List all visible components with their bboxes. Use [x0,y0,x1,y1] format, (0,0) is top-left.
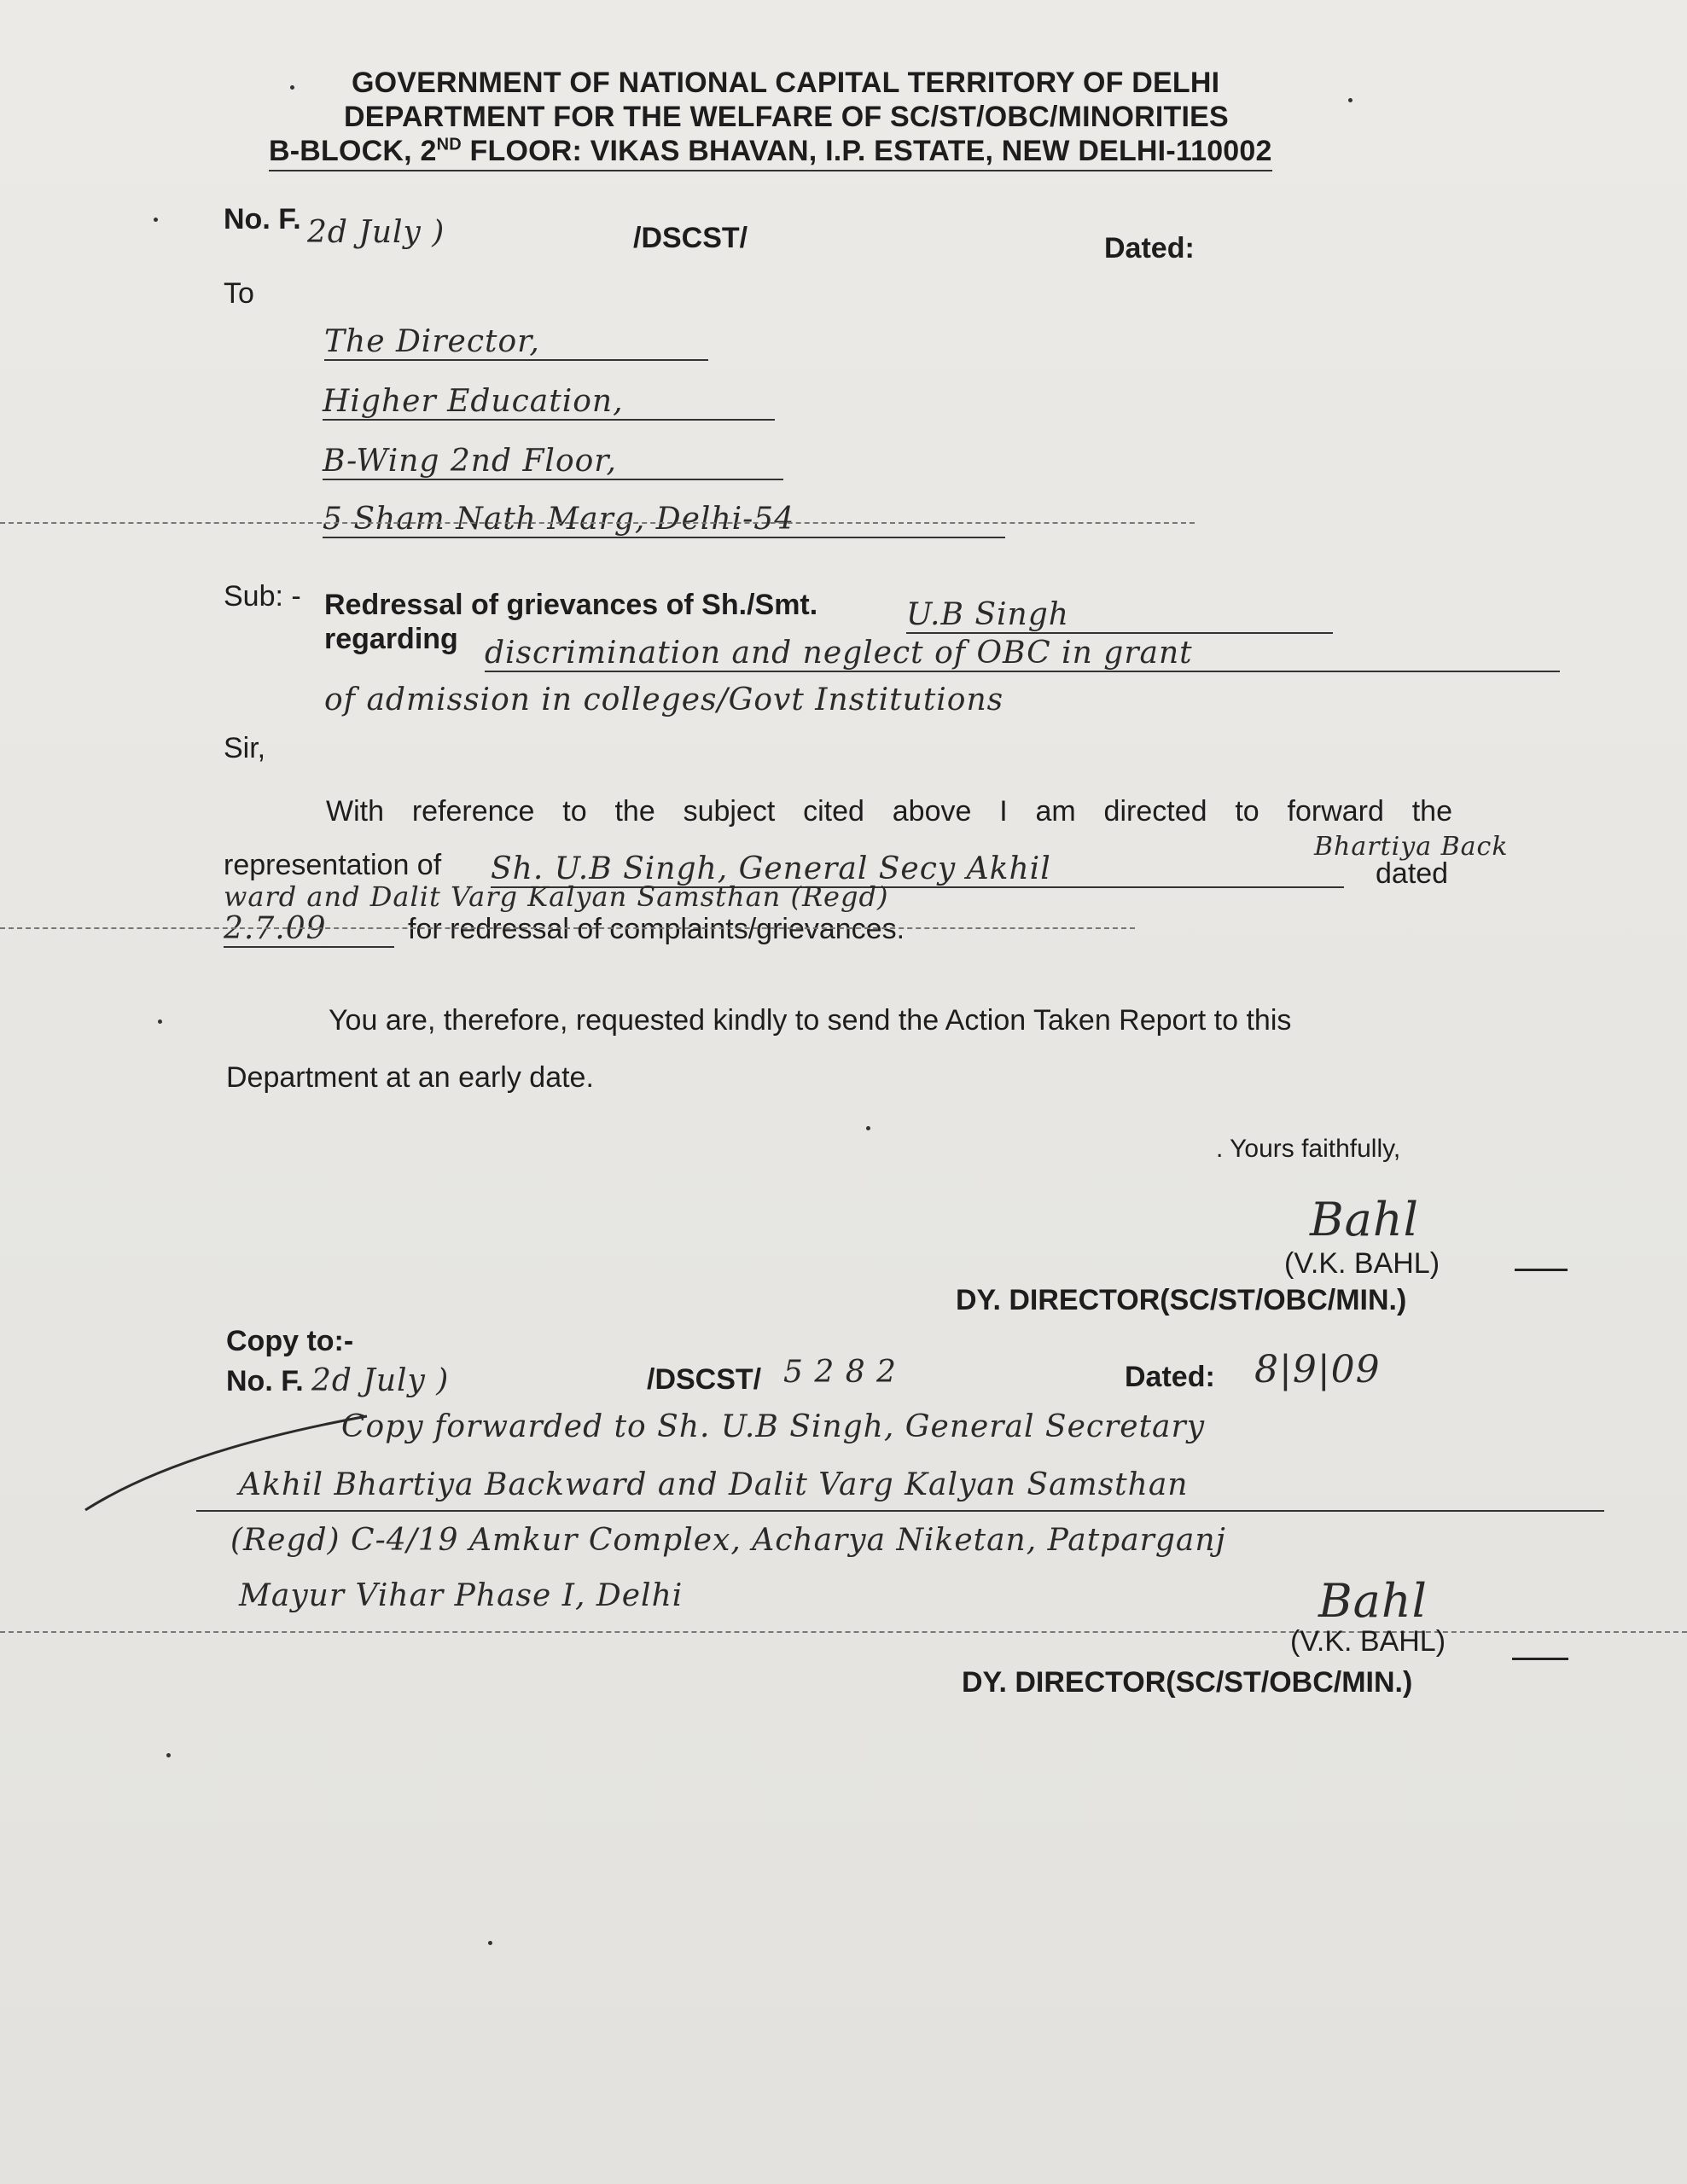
speck [1348,98,1353,102]
copy-label: Copy to:- [226,1325,354,1357]
subject-label: Sub: - [224,580,301,613]
speck [158,1019,162,1024]
speck [166,1753,171,1757]
rep-label: representation of [224,849,442,881]
rep-handwritten-above: Bhartiya Back [1314,832,1509,862]
regarding-handwritten-2: of admission in colleges/Govt Institutions [324,682,1004,717]
regarding-label: regarding [324,623,458,655]
address-line-2: Higher Education, [323,384,775,421]
ref-no-label: No. F. [224,203,301,235]
copy-signatory-name: (V.K. BAHL) [1290,1625,1446,1658]
address-line-3: B-Wing 2nd Floor, [323,444,783,480]
to-label: To [224,277,254,310]
speck [154,218,158,222]
signatory-name: (V.K. BAHL) [1284,1247,1440,1280]
regarding-handwritten-1: discrimination and neglect of OBC in grant [485,636,1560,672]
copy-dscst-handwritten: 5 2 8 2 [783,1355,897,1390]
copy-signature-handwritten: Bahl [1318,1574,1428,1628]
address-line-4: 5 Sham Nath Marg, Delhi-54 [323,502,1005,538]
copy-signatory-title: DY. DIRECTOR(SC/ST/OBC/MIN.) [962,1666,1413,1699]
para1-line1: With reference to the subject cited above I am directed to forward the [326,795,1452,828]
subject-name-handwritten: U.B Singh [906,597,1333,634]
header-line-1: GOVERNMENT OF NATIONAL CAPITAL TERRITORY OF DELHI [352,67,1220,99]
copy-note-line-3: (Regd) C-4/19 Amkur Complex, Acharya Niketan, Patparganj [230,1523,1226,1558]
ref-no-handwritten: 2d July ) [307,215,445,250]
copy-note-line-4: Mayur Vihar Phase I, Delhi [239,1578,684,1613]
rep-dated-label: dated [1376,857,1449,890]
copy-dscst: /DSCST/ [647,1363,762,1396]
closing: . Yours faithfully, [1216,1135,1401,1163]
rep-handwritten-1: Sh. U.B Singh, General Secy Akhil [491,851,1344,888]
ref-dscst: /DSCST/ [633,222,748,254]
copy-signature-dash [1512,1658,1568,1660]
copy-dated-label: Dated: [1125,1361,1215,1393]
signature-dash [1515,1269,1568,1271]
copy-dated-handwritten: 8|9|09 [1254,1348,1381,1391]
subject-title: Redressal of grievances of Sh./Smt. [324,589,818,621]
para2-line1: You are, therefore, requested kindly to send the Action Taken Report to this [329,1004,1292,1037]
speck [866,1126,870,1130]
salutation: Sir, [224,732,266,764]
header-line-3: B-BLOCK, 2ND FLOOR: VIKAS BHAVAN, I.P. ESTATE, NEW DELHI-110002 [269,135,1272,171]
copy-no-label: No. F. [226,1365,304,1397]
ref-dated-label: Dated: [1104,232,1195,264]
speck [488,1941,492,1945]
fold-line-2 [0,927,1135,929]
fold-line [0,522,1195,524]
para1-end: for redressal of complaints/grievances. [408,913,905,945]
rep-date-handwritten: 2.7.09 [224,911,394,948]
copy-note-underline [196,1510,1604,1512]
header-line-2: DEPARTMENT FOR THE WELFARE OF SC/ST/OBC/MINORITIES [344,101,1229,133]
speck [290,85,294,90]
copy-no-handwritten: 2d July ) [311,1363,450,1398]
rep-handwritten-2: ward and Dalit Varg Kalyan Samsthan (Regd) [224,880,889,913]
copy-note-line-2: Akhil Bhartiya Backward and Dalit Varg Kalyan Samsthan [239,1467,1189,1502]
signature-handwritten: Bahl [1310,1193,1419,1246]
address-line-1: The Director, [324,324,708,361]
copy-note-line-1: Copy forwarded to Sh. U.B Singh, General Secretary [341,1409,1206,1444]
signatory-title: DY. DIRECTOR(SC/ST/OBC/MIN.) [956,1284,1407,1316]
para2-line2: Department at an early date. [226,1061,594,1094]
